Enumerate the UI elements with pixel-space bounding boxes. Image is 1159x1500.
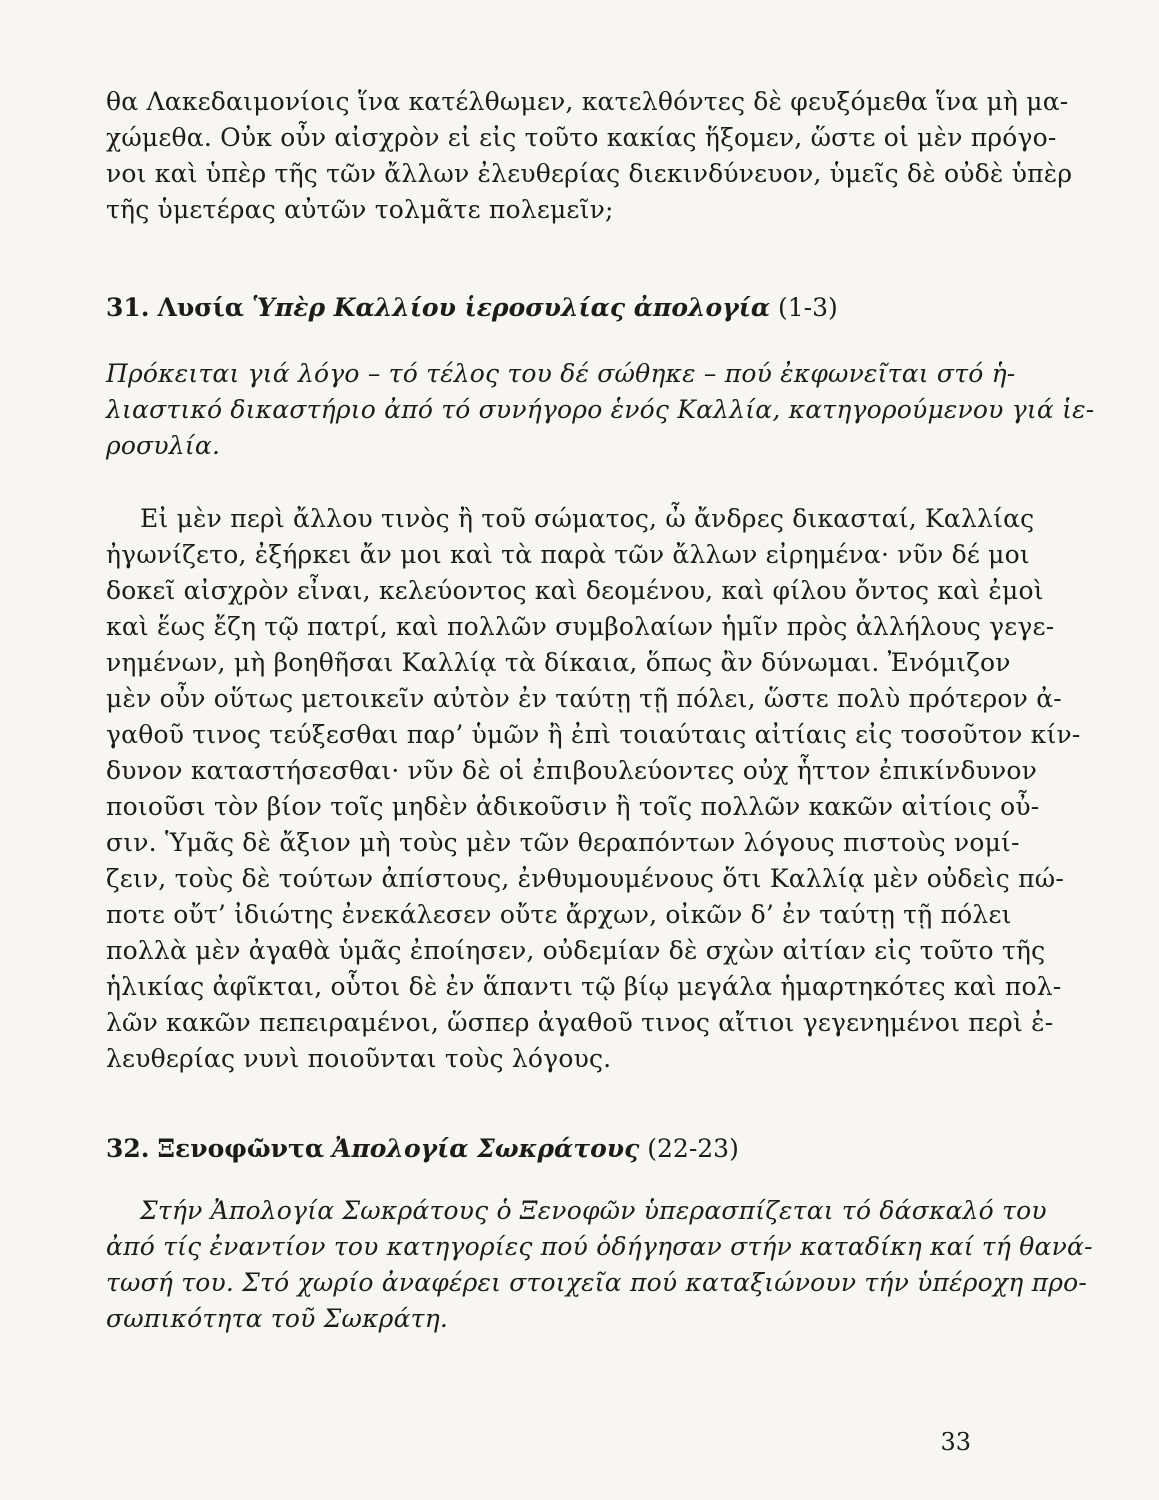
section-32-intro xyxy=(106,1193,1093,1337)
top-paragraph xyxy=(106,84,1073,228)
section-ref: (22-23) xyxy=(647,1134,739,1163)
text-line: ζειν, τοὺς δὲ τούτων ἀπίστους, ἐνθυμουμένους ὅτι Καλλίᾳ μὲν οὐδεὶς πώ- xyxy=(106,864,1064,893)
section-32-heading xyxy=(106,1131,972,1167)
section-author: Ξενοφῶντα xyxy=(157,1134,325,1163)
text-line: σωπικότητα τοῦ Σωκράτη. xyxy=(106,1304,449,1333)
text-line: θα Λακεδαιμονίοις ἵνα κατέλθωμεν, κατελθόντες δὲ φευξόμεθα ἵνα μὴ μα- xyxy=(106,87,1069,116)
text-line: νοι καὶ ὑπὲρ τῆς τῶν ἄλλων ἐλευθερίας διεκινδύνευον, ὑμεῖς δὲ οὐδὲ ὑπὲρ xyxy=(106,159,1073,188)
section-title: Ἀπολογία Σωκράτους xyxy=(332,1134,640,1163)
text-line: δυνον καταστήσεσθαι· νῦν δὲ οἱ ἐπιβουλεύοντες οὐχ ἧττον ἐπικίνδυνον xyxy=(106,756,1038,785)
text-line: σιν. Ὑμᾶς δὲ ἄξιον μὴ τοὺς μὲν τῶν θεραπόντων λόγους πιστοὺς νομί- xyxy=(106,828,1020,857)
text-line: ποτε οὔτ’ ἰδιώτης ἐνεκάλεσεν οὔτε ἄρχων, οἰκῶν δ’ ἐν ταύτῃ τῇ πόλει xyxy=(106,900,1012,929)
text-line: ροσυλία. xyxy=(106,431,221,460)
text-line: μὲν οὖν οὕτως μετοικεῖν αὐτὸν ἐν ταύτῃ τῇ πόλει, ὥστε πολὺ πρότερον ἀ- xyxy=(106,684,1062,713)
section-number: 32. xyxy=(106,1134,150,1163)
section-31-heading xyxy=(106,290,972,326)
text-line: ἀπό τίς ἐναντίον του κατηγορίες πού ὁδήγησαν στήν καταδίκη καί τή θανά- xyxy=(106,1232,1093,1261)
text-line: Εἰ μὲν περὶ ἄλλου τινὸς ἢ τοῦ σώματος, ὦ ἄνδρες δικασταί, Καλλίας xyxy=(140,504,1035,533)
text-line: ποιοῦσι τὸν βίον τοῖς μηδὲν ἀδικοῦσιν ἢ τοῖς πολλῶν κακῶν αἰτίοις οὖ- xyxy=(106,792,1040,821)
page-content xyxy=(106,84,1095,1337)
section-ref: (1-3) xyxy=(778,293,838,322)
text-line: τῆς ὑμετέρας αὐτῶν τολμᾶτε πολεμεῖν; xyxy=(106,195,614,224)
text-line: δοκεῖ αἰσχρὸν εἶναι, κελεύοντος καὶ δεομένου, καὶ φίλου ὄντος καὶ ἐμοὶ xyxy=(106,576,1044,605)
text-line: ἠγωνίζετο, ἐξήρκει ἄν μοι καὶ τὰ παρὰ τῶν ἄλλων εἰρημένα· νῦν δέ μοι xyxy=(106,540,1030,569)
text-line: λῶν κακῶν πεπειραμένοι, ὥσπερ ἀγαθοῦ τινος αἴτιοι γεγενημένοι περὶ ἐ- xyxy=(106,1008,1054,1037)
section-author: Λυσία xyxy=(157,293,244,322)
text-line: Πρόκειται γιά λόγο – τό τέλος του δέ σώθηκε – πού ἐκφωνεῖται στό ἡ- xyxy=(106,359,1016,388)
text-line: καὶ ἕως ἔζη τῷ πατρί, καὶ πολλῶν συμβολαίων ἡμῖν πρὸς ἀλλήλους γεγε- xyxy=(106,612,1055,641)
section-31-intro xyxy=(106,356,1095,464)
text-line: πολλὰ μὲν ἀγαθὰ ὑμᾶς ἐποίησεν, οὐδεμίαν δὲ σχὼν αἰτίαν εἰς τοῦτο τῆς xyxy=(106,936,1046,965)
section-31-body xyxy=(106,501,1081,1077)
text-line: λευθερίας νυνὶ ποιοῦνται τοὺς λόγους. xyxy=(106,1044,612,1073)
text-line: ἡλικίας ἀφῖκται, οὗτοι δὲ ἐν ἅπαντι τῷ βίῳ μεγάλα ἡμαρτηκότες καὶ πολ- xyxy=(106,972,1062,1001)
text-line: Στήν Ἀπολογία Σωκράτους ὁ Ξενοφῶν ὑπερασπίζεται τό δάσκαλό του xyxy=(140,1196,1047,1225)
section-number: 31. xyxy=(106,293,150,322)
text-line: νημένων, μὴ βοηθῆσαι Καλλίᾳ τὰ δίκαια, ὅπως ἂν δύνωμαι. Ἐνόμιζον xyxy=(106,648,1011,677)
text-line: λιαστικό δικαστήριο ἀπό τό συνήγορο ἑνός Καλλία, κατηγορούμενου γιά ἱε- xyxy=(106,395,1095,424)
text-line: τωσή του. Στό χωρίο ἀναφέρει στοιχεῖα πού καταξιώνουν τήν ὑπέροχη προ- xyxy=(106,1268,1088,1297)
page-number: 33 xyxy=(940,1428,971,1456)
section-title: Ὑπὲρ Καλλίου ἱεροσυλίας ἀπολογία xyxy=(251,293,771,322)
text-line: χώμεθα. Οὐκ οὖν αἰσχρὸν εἰ εἰς τοῦτο κακίας ἥξομεν, ὥστε οἱ μὲν πρόγο- xyxy=(106,123,1057,152)
text-line: γαθοῦ τινος τεύξεσθαι παρ’ ὑμῶν ἢ ἐπὶ τοιαύταις αἰτίαις εἰς τοσοῦτον κίν- xyxy=(106,720,1081,749)
